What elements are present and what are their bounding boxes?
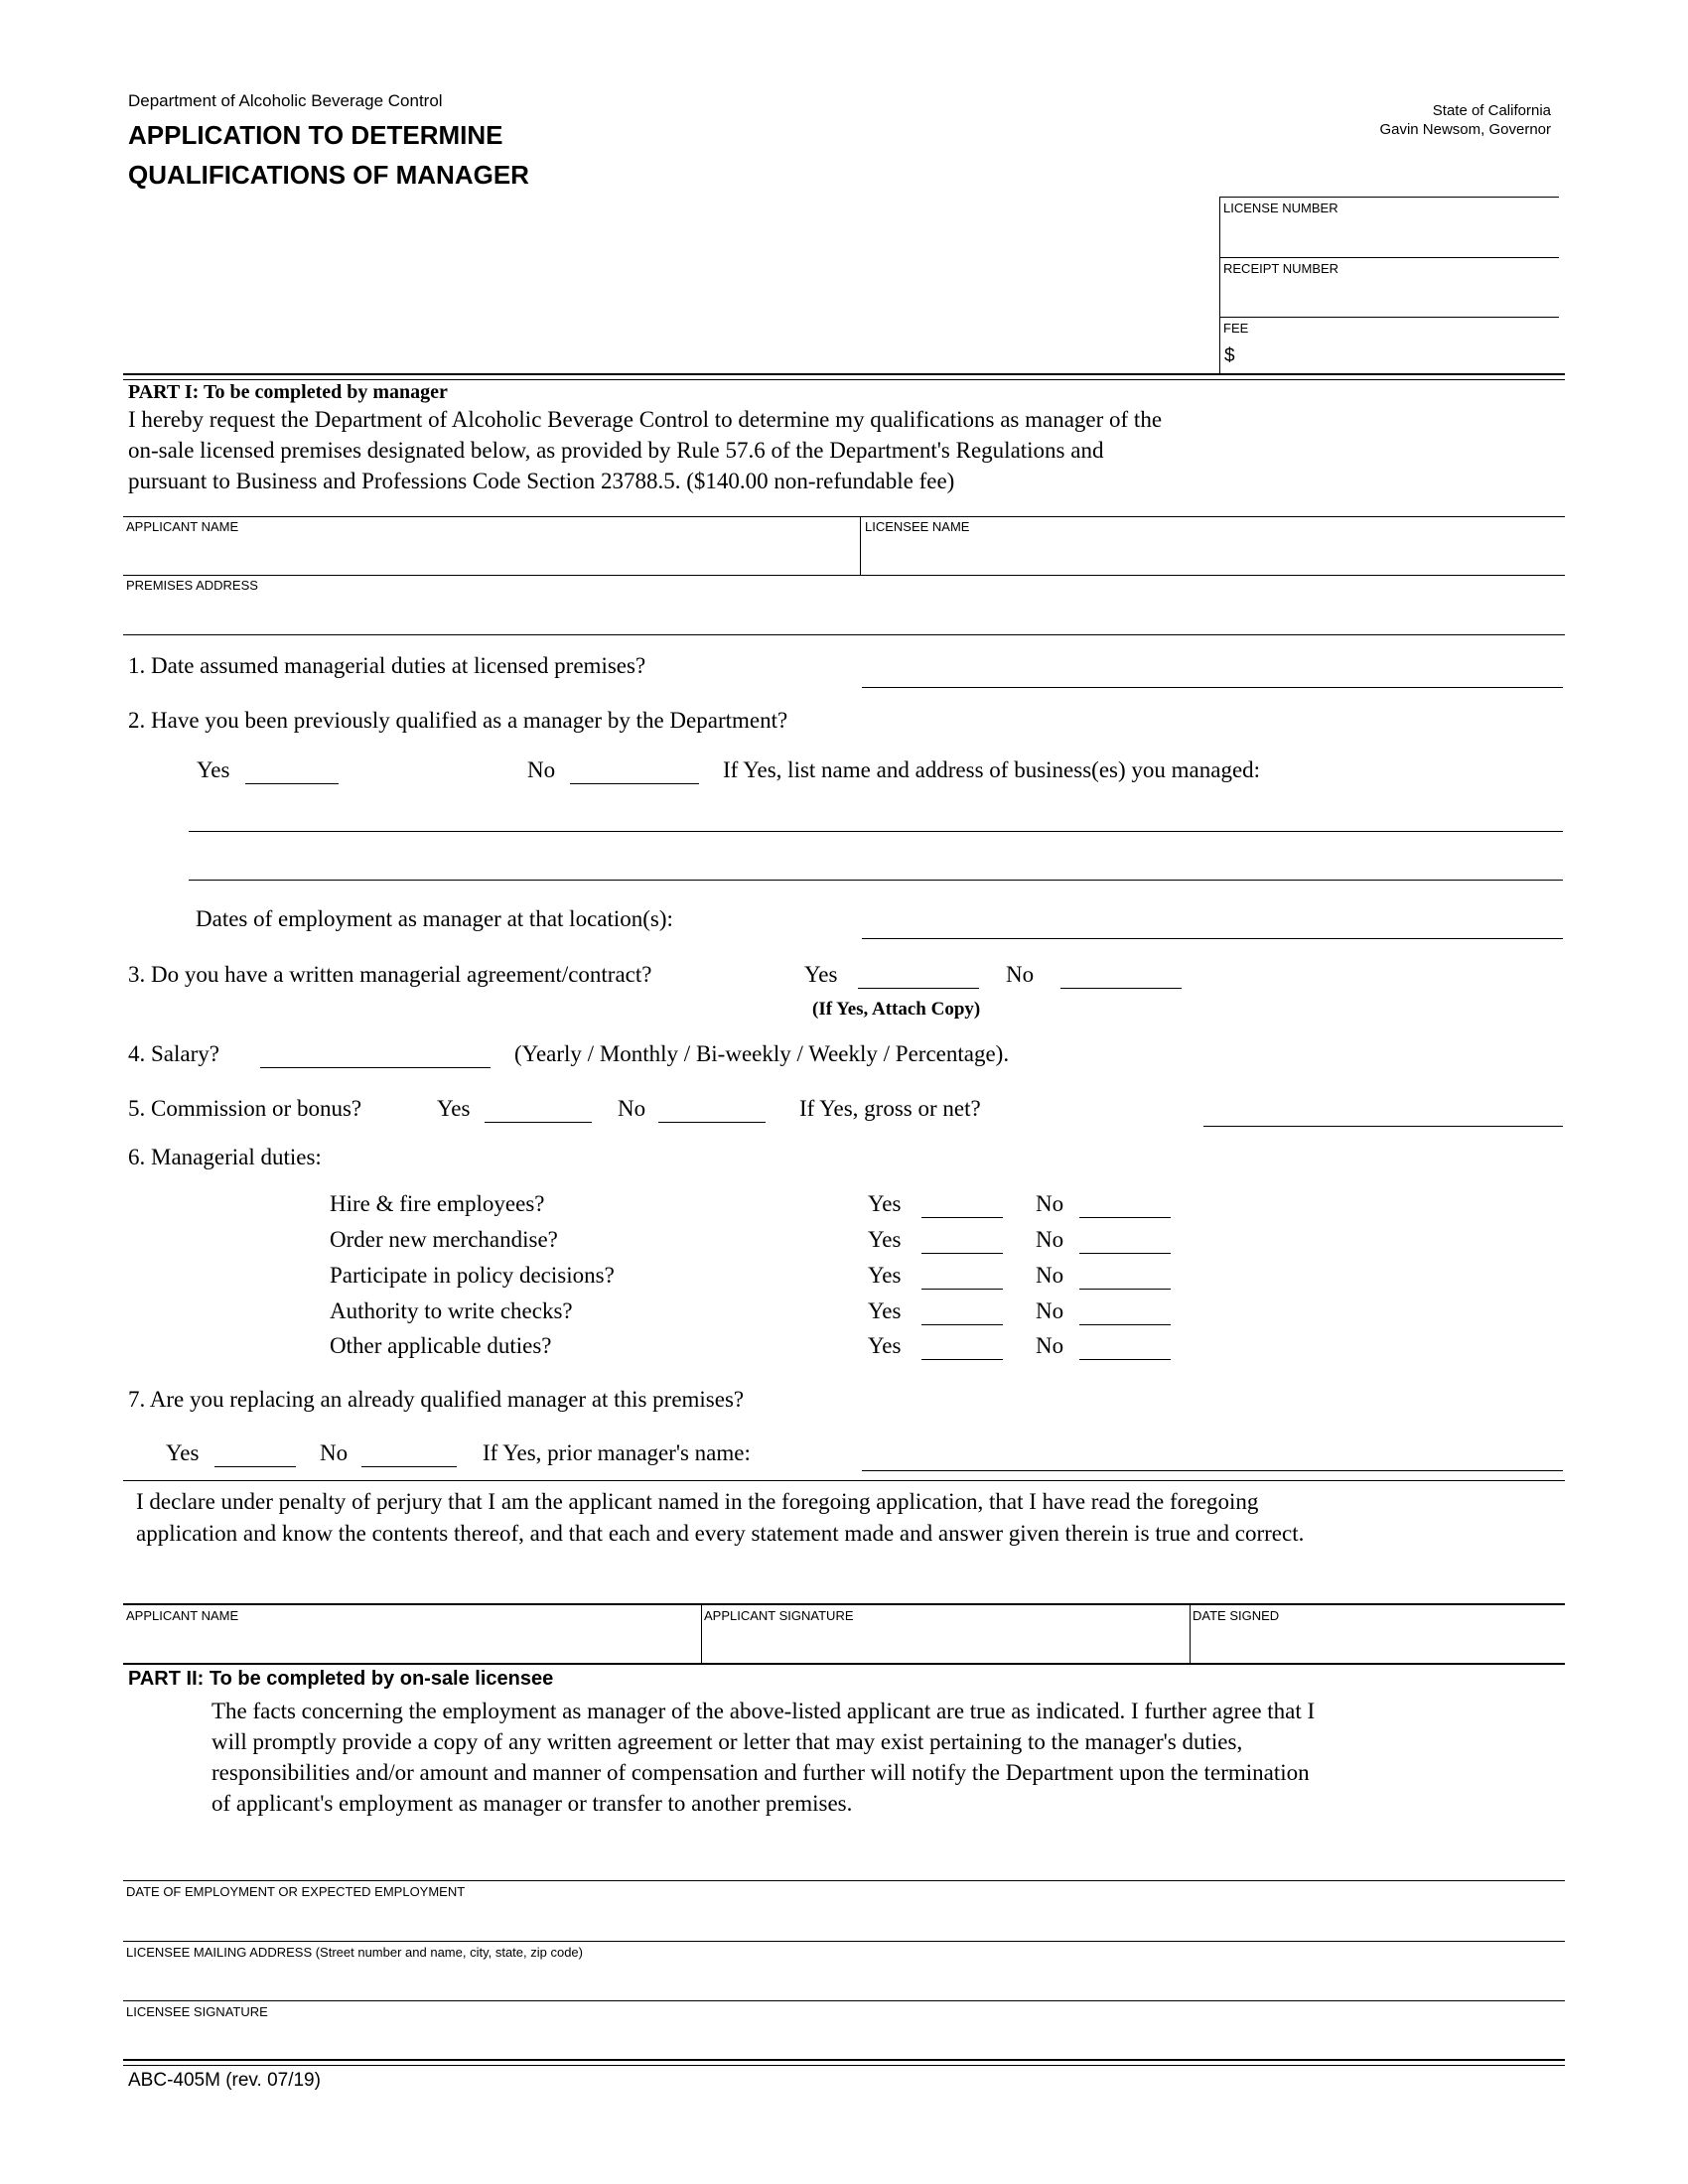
part2-top-rule [123,1663,1565,1665]
q2-business-field-1[interactable] [189,809,1563,832]
q7-no-field[interactable] [361,1444,457,1467]
applicant-name-label: APPLICANT NAME [126,519,239,534]
office-box-divider-2 [1219,317,1559,318]
licensee-signature-field[interactable] [123,2020,1563,2056]
premises-address-label: PREMISES ADDRESS [126,578,258,593]
duty-no-field[interactable] [1079,1267,1171,1290]
q2-business-field-2[interactable] [189,858,1563,881]
duty-label: Order new merchandise? [330,1227,558,1252]
duty-label: Hire & fire employees? [330,1191,545,1216]
sig-applicant-signature-field[interactable] [703,1624,1186,1660]
q4-options: (Yearly / Monthly / Bi-weekly / Weekly / Percentage). [514,1041,1010,1066]
question-6: 6. Managerial duties: [128,1145,322,1169]
sig-divider-1 [701,1603,702,1663]
part2-para-line3: responsibilities and/or amount and manner of compensation and further will notify the Department upon the termination [211,1760,1310,1785]
department-name: Department of Alcoholic Beverage Control [128,91,443,110]
q7-no-label: No [320,1440,349,1465]
date-employment-label: DATE OF EMPLOYMENT OR EXPECTED EMPLOYMENT [126,1884,466,1899]
q7-prior-label: If Yes, prior manager's name: [483,1440,751,1465]
office-box-divider-1 [1219,257,1559,258]
office-box-border [1219,197,1220,373]
date-employment-field[interactable] [123,1900,1563,1938]
form-id: ABC-405M (rev. 07/19) [128,2070,321,2091]
duty-yes-field[interactable] [921,1337,1003,1360]
q4-salary-field[interactable] [260,1045,491,1068]
office-box-top [1219,197,1559,198]
names-bottom-rule [123,575,1565,576]
q3-yes-field[interactable] [858,966,979,989]
part1-intro-line2: on-sale licensed premises designated below, as provided by Rule 57.6 of the Department's Regulations and [128,438,1104,463]
q5-gross-field[interactable] [1203,1104,1563,1127]
mailing-address-label: LICENSEE MAILING ADDRESS (Street number and name, city, state, zip code) [126,1945,583,1960]
duty-label: Participate in policy decisions? [330,1263,615,1288]
duty-yes-field[interactable] [921,1302,1003,1325]
q2-no-label: No [527,757,556,782]
question-5: 5. Commission or bonus? [128,1096,362,1121]
duty-no-label: No [1036,1298,1064,1323]
q2-yes-label: Yes [197,757,230,782]
q5-yes-field[interactable] [485,1100,592,1123]
part1-intro-line1: I hereby request the Department of Alcoholic Beverage Control to determine my qualifications as manager of the [128,407,1163,432]
sig-applicant-signature-label: APPLICANT SIGNATURE [704,1608,854,1623]
q1-date-field[interactable] [862,665,1563,688]
q7-yes-label: Yes [166,1440,200,1465]
fee-dollar-sign: $ [1224,345,1235,366]
q5-no-field[interactable] [658,1100,766,1123]
names-top-rule [123,516,1565,517]
part2-para-line2: will promptly provide a copy of any written agreement or letter that may exist pertaining to the manager's duties, [211,1729,1243,1754]
q5-no-label: No [618,1096,646,1121]
license-number-label: LICENSE NUMBER [1223,201,1338,215]
q3-yes-label: Yes [804,962,838,987]
premises-address-field[interactable] [123,593,1563,632]
sig-applicant-name-label: APPLICANT NAME [126,1608,239,1623]
duty-yes-field[interactable] [921,1195,1003,1218]
duty-yes-label: Yes [868,1298,902,1323]
q5-yes-label: Yes [437,1096,471,1121]
q7-prior-field[interactable] [862,1448,1563,1471]
q3-attach-note: (If Yes, Attach Copy) [812,999,981,1020]
receipt-number-label: RECEIPT NUMBER [1223,261,1339,276]
declaration-line2: application and know the contents thereof, and that each and every statement made and answer given therein is true and correct. [136,1521,1305,1546]
licensee-name-field[interactable] [862,534,1562,572]
sig-applicant-name-field[interactable] [123,1624,697,1660]
form-title-line1: APPLICATION TO DETERMINE [128,120,503,150]
question-7: 7. Are you replacing an already qualified manager at this premises? [128,1387,745,1412]
duty-yes-field[interactable] [921,1231,1003,1254]
duty-no-label: No [1036,1263,1064,1288]
q5-gross-label: If Yes, gross or net? [799,1096,981,1121]
sig-date-signed-field[interactable] [1192,1624,1563,1660]
duty-yes-label: Yes [868,1333,902,1358]
part1-top-rule [123,373,1565,375]
duty-label: Other applicable duties? [330,1333,552,1358]
names-divider [860,516,861,575]
duty-no-label: No [1036,1333,1064,1358]
q2-if-yes-text: If Yes, list name and address of business(es) you managed: [723,757,1261,782]
footer-rule [123,2059,1565,2061]
q2-yes-field[interactable] [245,761,339,784]
governor-name: Gavin Newsom, Governor [1379,121,1551,138]
q2-dates-label: Dates of employment as manager at that location(s): [196,906,673,931]
q2-dates-field[interactable] [862,916,1563,939]
sig-date-signed-label: DATE SIGNED [1193,1608,1280,1623]
part1-intro-line3: pursuant to Business and Professions Code Section 23788.5. ($140.00 non-refundable fee) [128,469,955,493]
fee-label: FEE [1223,321,1249,336]
duty-no-field[interactable] [1079,1231,1171,1254]
duty-yes-label: Yes [868,1191,902,1216]
duty-label: Authority to write checks? [330,1298,573,1323]
mailing-address-top-rule [123,1941,1565,1942]
declaration-line1: I declare under penalty of perjury that I am the applicant named in the foregoing application, that I have read the foregoing [136,1489,1259,1514]
question-2: 2. Have you been previously qualified as a manager by the Department? [128,708,788,733]
date-employment-top-rule [123,1880,1565,1881]
q7-yes-field[interactable] [214,1444,296,1467]
applicant-name-field[interactable] [123,534,856,572]
licensee-name-label: LICENSEE NAME [865,519,970,534]
duty-no-label: No [1036,1227,1064,1252]
duty-no-field[interactable] [1079,1302,1171,1325]
state-name: State of California [1432,102,1551,119]
signature-top-rule [123,1603,1565,1605]
declaration-top-rule [123,1480,1565,1481]
part2-heading: PART II: To be completed by on-sale licensee [128,1668,554,1690]
duty-no-field[interactable] [1079,1195,1171,1218]
premises-bottom-rule [123,634,1565,635]
duty-no-field[interactable] [1079,1337,1171,1360]
part2-para-line1: The facts concerning the employment as manager of the above-listed applicant are true as indicated. I further agree that I [211,1699,1316,1723]
part1-top-rule-thin [123,379,1565,380]
licensee-signature-top-rule [123,2000,1565,2001]
licensee-signature-label: LICENSEE SIGNATURE [126,2004,268,2019]
mailing-address-field[interactable] [123,1961,1563,1998]
duty-no-label: No [1036,1191,1064,1216]
duty-yes-label: Yes [868,1227,902,1252]
part1-heading: PART I: To be completed by manager [128,381,448,403]
q3-no-label: No [1006,962,1035,987]
q2-no-field[interactable] [570,761,699,784]
question-3: 3. Do you have a written managerial agreement/contract? [128,962,652,987]
question-1: 1. Date assumed managerial duties at licensed premises? [128,653,646,678]
question-4: 4. Salary? [128,1041,219,1066]
sig-divider-2 [1190,1603,1191,1663]
duty-yes-field[interactable] [921,1267,1003,1290]
part2-para-line4: of applicant's employment as manager or transfer to another premises. [211,1791,853,1816]
footer-rule-thin [123,2065,1565,2066]
form-title-line2: QUALIFICATIONS OF MANAGER [128,160,529,190]
duty-yes-label: Yes [868,1263,902,1288]
q3-no-field[interactable] [1060,966,1182,989]
